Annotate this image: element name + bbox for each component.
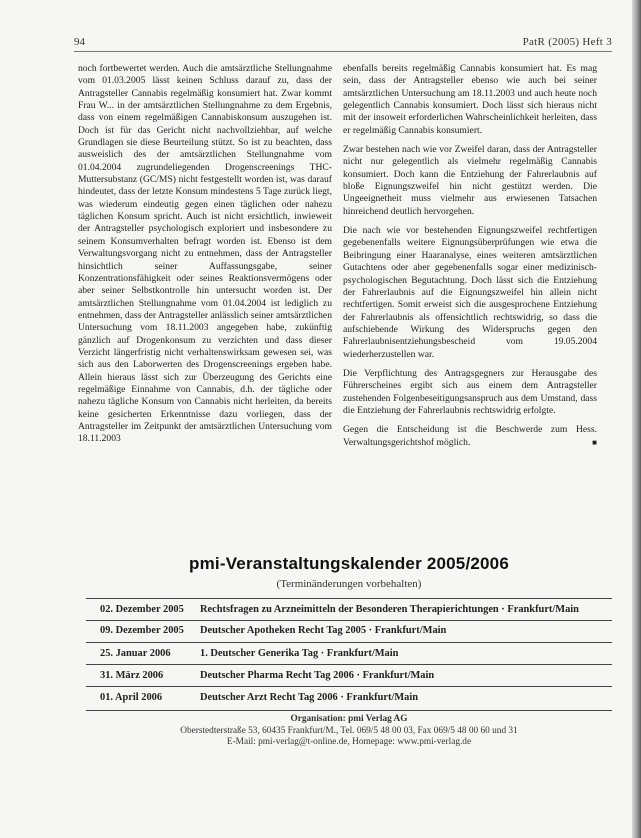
left-text-column — [78, 63, 332, 533]
right-text-column — [343, 63, 597, 525]
journal-reference: PatR (2005) Heft 3 — [522, 36, 612, 48]
paragraph: ebenfalls bereits regelmäßig Cannabis konsumiert hat. Es mag sein, dass der Antragsteller ebenso wie auch bei seiner amtsärztlichen Untersuchung am 18.11.2003 und auch heute noch gelegentlich Cannabis konsumiert. Doch lässt sich hieraus nicht mit der insoweit erforderlichen Wahrscheinlichkeit herleiten, dass er regelmäßig Cannabis konsumiert. — [343, 63, 597, 136]
event-date: 09. Dezember 2005 — [100, 625, 184, 636]
page-spine-shadow — [632, 0, 641, 838]
event-divider — [86, 710, 612, 711]
event-divider — [86, 620, 612, 621]
event-row — [100, 625, 610, 641]
organizer-address: Oberstedterstraße 53, 60435 Frankfurt/M., Tel. 069/5 48 00 03, Fax 069/5 48 00 60 und 31 — [180, 725, 518, 736]
event-calendar-box — [86, 554, 612, 747]
event-calendar-subtitle: (Terminänderungen vorbehalten) — [276, 578, 422, 590]
event-topic: Deutscher Pharma Recht Tag 2006 · Frankfurt/Main — [200, 670, 435, 681]
event-date: 31. März 2006 — [100, 670, 164, 681]
page-number: 94 — [74, 36, 85, 48]
event-date: 01. April 2006 — [100, 692, 163, 703]
event-divider — [86, 642, 612, 643]
organizer-contact: E-Mail: pmi-verlag@t-online.de, Homepage: www.pmi-verlag.de — [226, 737, 472, 747]
paragraph: Zwar bestehen nach wie vor Zweifel daran, dass der Antragsteller nicht nur gelegentlich als vielmehr regelmäßig Cannabis konsumiert. Doch kann die Entziehung der Fahrerlaubnis auf bloße Eignungszweifel hin nicht gestützt werden. Die Ungeeignetheit muss vielmehr aus erwiesenen Tatsachen hinreichend deutlich hervorgehen. — [343, 144, 597, 217]
paragraph-text: Gegen die Entscheidung ist die Beschwerde zum Hess. Verwaltungsgerichtshof möglich. — [343, 424, 597, 448]
header-divider — [74, 51, 612, 52]
event-divider — [86, 664, 612, 665]
event-date: 25. Januar 2006 — [100, 648, 171, 659]
event-organizer-info — [86, 714, 612, 749]
event-row — [100, 648, 610, 664]
paragraph: noch fortbewertet werden. Auch die amtsärztliche Stellungnahme vom 01.03.2005 lässt keinen Schluss darauf zu, dass der Antragsteller Cannabis regelmäßig konsumiert hat. Zwar kommt Frau W... in der amtsärztlichen Stellungnahme zu dem Ergebnis, dass von einem regelmäßigen Cannabiskonsum auszugehen ist. Doch ist für das Gericht nicht nachvollziehbar, auf welche Grundlagen sie diese Beurteilung stützt. So ist zu beachten, dass ausweislich des der amtsärztlichen Stellungnahme vom 01.04.2004 zugrundeliegenden Drogenscreenings THC-Muttersubstanz (GC/MS) nicht festgestellt worden ist, was darauf hindeutet, dass der letzte Konsum mindestens 5 Tage zurück liegt, was wiederum eindeutig gegen einen täglichen oder nahezu täglichen Konsum spricht. Auch ist nicht ersichtlich, inwieweit der Antragsteller psychologisch exploriert und insbesondere zu seinem Konsumverhalten befragt worden ist. Ebenso ist dem Verwaltungsvorgang nicht zu entnehmen, dass der Antragsteller hinsichtlich seiner Auffassungsgabe, seiner Konzentrationsfähigkeit oder seines Reaktionsvermögens oder aber seiner Selbstkontrolle hin untersucht worden ist. Der amtsärztlichen Stellungnahme vom 01.04.2004 ist lediglich zu entnehmen, dass der Antragsteller anlässlich seiner amtsärztlichen Untersuchung vom 18.11.2003 angegeben habe, zukünftig gänzlich auf Drogenkonsum zu verzichten und dass dieser Verzicht längerfristig nicht verhaltenswirksam gewesen sei, was sich aus den Laborwerten des Drogenscreenings ergeben habe. Allein hieraus lässt sich zur Überzeugung des Gerichts eine regelmäßige Einnahme von Cannabis, d.h. der tägliche oder nahezu tägliche Konsum von Cannabis nicht herleiten, da bereits keine gesicherten Erkenntnisse dazu vorliegen, dass der Antragsteller im Zeitpunkt der amtsärztlichen Untersuchung vom 18.11.2003 — [78, 63, 332, 445]
paragraph — [343, 424, 597, 449]
event-topic: Rechtsfragen zu Arzneimitteln der Besonderen Therapierichtungen · Frankfurt/Main — [200, 604, 579, 615]
paragraph: Die nach wie vor bestehenden Eignungszweifel rechtfertigen gegebenenfalls weitere Eignungsüberprüfungen wie etwa die Beibringung einer Haaranalyse, eines weiteren amtsärztlichen Gutachtens oder aber gegebenenfalls sogar einer medizinisch-psychologischen Begutachtung. Doch lässt sich die Entziehung der Fahrerlaubnis auf die Eignungszweifel hin allein nicht rechtfertigen. Somit erweist sich die ausgesprochene Entziehung der Fahrerlaubnis als offensichtlich rechtswidrig, so dass die aufschiebende Wirkung des Widerspruchs gegen den Fahrerlaubnisentziehungsbescheid vom 19.05.2004 wiederherzustellen war. — [343, 225, 597, 360]
organizer-name: Organisation: pmi Verlag AG — [290, 714, 408, 724]
paragraph: Die Verpflichtung des Antragsgegners zur Herausgabe des Führerscheines ergibt sich aus einem dem Antragsteller zustehenden Folgenbeseitigungsanspruch aus dem Umstand, dass die Entziehung der Fahrerlaubnis rechtswidrig erfolgte. — [343, 367, 597, 416]
event-topic: 1. Deutscher Generika Tag · Frankfurt/Main — [200, 648, 399, 659]
event-topic: Deutscher Arzt Recht Tag 2006 · Frankfurt/Main — [200, 692, 418, 703]
event-divider — [86, 598, 612, 599]
event-calendar-title: pmi-Veranstaltungskalender 2005/2006 — [189, 554, 509, 573]
event-date: 02. Dezember 2005 — [100, 604, 184, 615]
event-row — [100, 604, 610, 620]
end-mark: ■ — [592, 437, 597, 447]
event-topic: Deutscher Apotheken Recht Tag 2005 · Frankfurt/Main — [200, 625, 447, 636]
event-row — [100, 692, 610, 708]
event-divider — [86, 686, 612, 687]
event-row — [100, 670, 610, 686]
